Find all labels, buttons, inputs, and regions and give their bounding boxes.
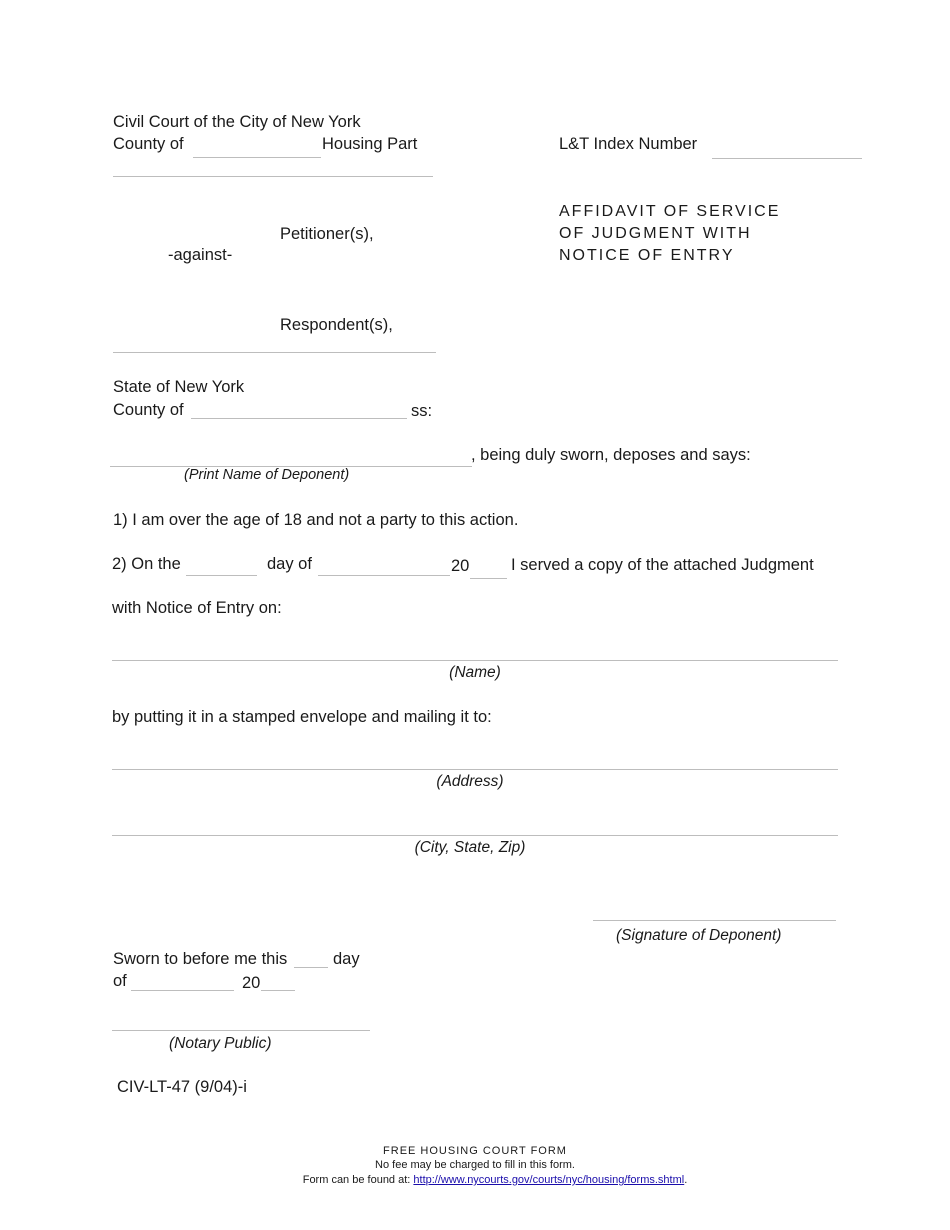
city-state-zip-caption: (City, State, Zip): [414, 839, 526, 856]
address-field[interactable]: [112, 769, 838, 770]
notary-year-prefix: 20: [242, 974, 261, 992]
title-line-3: NOTICE OF ENTRY: [559, 247, 735, 264]
footer-no-fee: No fee may be charged to fill in this form.: [375, 1159, 575, 1171]
service-year-field[interactable]: [470, 578, 507, 579]
against-label: -against-: [168, 246, 233, 264]
paragraph-1: 1) I am over the age of 18 and not a party to this action.: [113, 511, 519, 529]
county-field[interactable]: [193, 157, 321, 158]
para2-year-prefix: 20: [451, 557, 470, 575]
notary-year-field[interactable]: [261, 990, 295, 991]
state-label: State of New York: [113, 378, 245, 396]
notary-caption: (Notary Public): [169, 1035, 272, 1052]
caption-divider: [113, 352, 436, 353]
forms-url-link[interactable]: http://www.nycourts.gov/courts/nyc/housing/forms.shtml: [413, 1174, 685, 1186]
name-caption: (Name): [449, 664, 501, 681]
mailing-text: by putting it in a stamped envelope and mailing it to:: [112, 708, 492, 726]
footer-location-suffix: .: [684, 1174, 688, 1186]
para2-prefix: 2) On the: [112, 555, 181, 573]
service-day-field[interactable]: [186, 575, 257, 576]
header-divider: [113, 176, 433, 177]
form-id: CIV-LT-47 (9/04)-i: [117, 1078, 247, 1096]
footer-location-prefix: Form can be found at:: [302, 1174, 414, 1186]
service-month-field[interactable]: [318, 575, 450, 576]
notary-of-label: of: [113, 972, 127, 990]
index-number-field[interactable]: [712, 158, 862, 159]
petitioner-label: Petitioner(s),: [280, 225, 374, 243]
para2-continuation: with Notice of Entry on:: [112, 599, 282, 617]
city-state-zip-field[interactable]: [112, 835, 838, 836]
respondent-label: Respondent(s),: [280, 316, 393, 334]
notary-day-label: day: [333, 950, 360, 968]
notary-sworn-prefix: Sworn to before me this: [113, 950, 288, 968]
deponent-name-caption: (Print Name of Deponent): [184, 467, 350, 483]
address-caption: (Address): [436, 773, 504, 790]
notary-signature-field[interactable]: [112, 1030, 370, 1031]
footer-form-location: [0, 1174, 950, 1186]
housing-part-label: Housing Part: [322, 135, 418, 153]
para2-day-of: day of: [267, 555, 312, 573]
served-name-field[interactable]: [112, 660, 838, 661]
court-name: Civil Court of the City of New York: [113, 113, 361, 131]
title-line-1: AFFIDAVIT OF SERVICE: [559, 203, 781, 220]
county-label: County of: [113, 135, 184, 153]
notary-month-field[interactable]: [131, 990, 234, 991]
venue-county-field[interactable]: [191, 418, 407, 419]
index-number-label: L&T Index Number: [559, 135, 698, 153]
signature-field[interactable]: [593, 920, 836, 921]
signature-caption: (Signature of Deponent): [616, 927, 782, 944]
ss-label: ss:: [411, 402, 433, 420]
notary-day-field[interactable]: [294, 967, 328, 968]
sworn-text: , being duly sworn, deposes and says:: [471, 446, 751, 464]
para2-suffix: I served a copy of the attached Judgment: [511, 556, 814, 574]
title-line-2: OF JUDGMENT WITH: [559, 225, 752, 242]
venue-county-label: County of: [113, 401, 184, 419]
footer-free-form: FREE HOUSING COURT FORM: [383, 1145, 567, 1157]
